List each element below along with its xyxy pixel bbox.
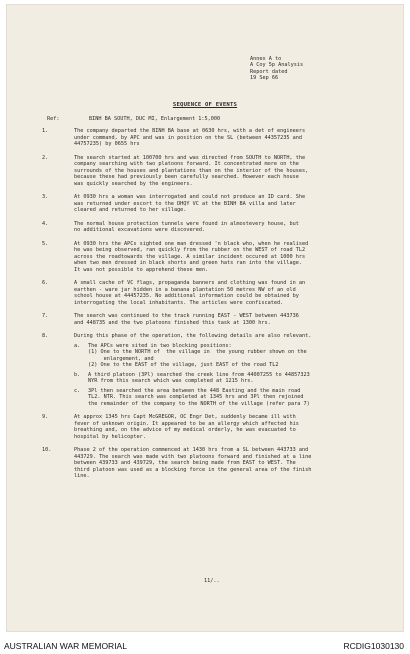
paragraph-line: At 0930 hrs a woman was interrogated and could not produce an ID card. She xyxy=(74,194,306,200)
paragraph-line: when two men dressed in black shorts and green hats ran into the village. xyxy=(74,260,302,266)
paragraph-number: 6. xyxy=(42,280,49,286)
paragraph-line: A small cache of VC flags, propaganda banners and clothing was found in an xyxy=(74,280,306,286)
sub-item-line: the remainder of the company to the NORTH of the village (refer para 7) xyxy=(88,400,310,407)
paragraph xyxy=(42,241,382,274)
paragraph xyxy=(42,333,382,407)
sub-item-label: a. xyxy=(74,342,81,349)
paragraph-number: 3. xyxy=(42,194,49,200)
paragraph-line: hospital by helicopter. xyxy=(74,433,146,440)
paragraph-number: 4. xyxy=(42,220,49,227)
paragraph xyxy=(42,414,382,440)
paragraph-line: company searching with two platoons forward. It concentrated more on the xyxy=(74,161,299,167)
paragraph-line: surrounds of the houses and plantations than on the interior of the houses, xyxy=(74,167,309,174)
sub-item xyxy=(74,372,382,385)
paragraph-line: was returned under escort to the DHQY VC at the BINH BA villa and later xyxy=(74,200,296,207)
paragraph xyxy=(42,155,382,188)
archive-name: AUSTRALIAN WAR MEMORIAL xyxy=(4,641,127,651)
paragraph-line: At 0930 hrs the APCs sighted one man dressed 'n black who, when he realised xyxy=(74,240,309,247)
paragraph-line: fever of unknown origin. It appeared to be an allergy which affected his xyxy=(74,420,299,427)
document-title: SEQUENCE OF EVENTS xyxy=(172,102,238,108)
paragraph-line: school house at 44457235. No additional information could be obtained by xyxy=(74,293,299,299)
paragraph xyxy=(42,447,382,480)
paragraph-line: During this phase of the operation, the following details are also relevant. xyxy=(74,333,312,339)
paragraph-line: because these had previously been carefully searched. However each house xyxy=(74,174,299,180)
paragraph xyxy=(42,128,382,148)
sub-item-line: A third platoon (3Pl) searched the creek line from 44007255 to 44857323 xyxy=(88,371,310,378)
paragraph-line: 44757235) by 0655 hrs xyxy=(74,141,140,147)
paragraph-line: The company departed the BINH BA base at 0630 hrs, with a det of engineers xyxy=(74,128,306,134)
reference-line xyxy=(47,116,220,122)
paragraph-line: earthen - ware jar hidden in a banana plantation 50 metres NW of an old xyxy=(74,286,296,293)
annex-line: Report dated xyxy=(250,68,288,75)
paragraph-line: breathing and, on the advice of my medical orderly, he was evacuated to xyxy=(74,427,296,433)
paragraph-number: 5. xyxy=(42,240,49,247)
paragraph-line: At approx 1345 hrs Capt McGREGOR, OC Engr Det, suddenly became ill with xyxy=(74,414,296,420)
paragraph-number: 2. xyxy=(42,154,49,161)
continuation-marker: 11/.. xyxy=(204,578,220,584)
paragraph-list xyxy=(42,128,382,487)
sub-item-line: NYR from this search which was completed at 1215 hrs. xyxy=(88,378,254,384)
sub-item-line: The APCs were sited in two blocking positions: xyxy=(88,342,232,349)
paragraph-number: 10. xyxy=(42,447,52,453)
sub-item xyxy=(74,388,382,408)
paragraph-line: between 439733 and 439729, the search being made from EAST to WEST. The xyxy=(74,460,296,466)
document-page xyxy=(6,4,404,632)
annex-line: 19 Sep 66 xyxy=(250,75,279,82)
paragraph-line: no additional excavations were discovered. xyxy=(74,227,206,233)
paragraph-line: third platoon was used as a blocking force in the general area of the finish xyxy=(74,466,312,473)
paragraph-line: The search started at 100700 hrs and was directed from SOUTH to NORTH, the xyxy=(74,154,306,161)
paragraph-line: line. xyxy=(74,473,90,479)
paragraph-line: he was being observed, ran quickly from the rubber on the WEST of road TL2 xyxy=(74,247,306,253)
annex-line: Annex A to xyxy=(250,56,282,62)
sub-item-label: b. xyxy=(74,371,81,378)
paragraph-line: under command, by APC and was in position on the SL (between 44357235 and xyxy=(74,134,302,141)
sub-item-line: TL2. NTR. This search was completed at 1345 hrs and 3Pl then rejoined xyxy=(88,394,304,400)
sub-item-line: 3Pl then searched the area between the 448 Easting and the main road xyxy=(88,387,301,394)
paragraph xyxy=(42,280,382,306)
paragraph-line: interrogating the local inhabitants. The articles were confiscated. xyxy=(74,299,284,306)
paragraph-line: The search was continued to the track running EAST - WEST between 443736 xyxy=(74,313,299,319)
paragraph xyxy=(42,221,382,234)
sub-item-line: (1) One to the NORTH of the village in the young rubber shown on the xyxy=(88,349,307,355)
archive-id: RCDIG1030130 xyxy=(343,641,404,651)
reference-label: Ref: xyxy=(47,116,60,122)
paragraph-line: and 448735 and the two platoons finished this task at 1300 hrs. xyxy=(74,319,271,326)
paragraph-line: Phase 2 of the operation commenced at 1430 hrs from a SL between 443733 and xyxy=(74,447,309,453)
paragraph-number: 9. xyxy=(42,414,49,420)
sub-item xyxy=(74,343,382,369)
paragraph-line: was quickly searched by the engineers. xyxy=(74,180,193,187)
reference-text: BINH BA SOUTH, DUC MI, Enlargement 1:5,000 xyxy=(89,116,221,122)
sub-item-label: c. xyxy=(74,387,81,394)
paragraph-line: It was not possible to apprehend these men. xyxy=(74,266,209,273)
archive-footer-bar xyxy=(0,632,410,654)
paragraph-line: across the roadtowards the village. A similar incident occured at 1000 hrs xyxy=(74,253,306,260)
paragraph-line: cleared and returned to her village. xyxy=(74,207,187,213)
paragraph-number: 8. xyxy=(42,333,49,339)
annex-reference xyxy=(250,56,380,82)
paragraph xyxy=(42,313,382,326)
paragraph xyxy=(42,194,382,214)
paragraph-line: The normal house protection tunnels were found in almostevery house, but xyxy=(74,220,299,227)
paragraph-line: 443729. The search was made with two platoons forward and finished at a line xyxy=(74,453,312,460)
paragraph-number: 7. xyxy=(42,313,49,319)
sub-item-line: enlargement, and xyxy=(88,355,154,362)
paragraph-number: 1. xyxy=(42,128,49,134)
sub-item-line: (2) One to the EAST of the village, just EAST of the road TL2 xyxy=(88,362,279,368)
annex-line: A Coy 5p Analysis xyxy=(250,62,304,69)
